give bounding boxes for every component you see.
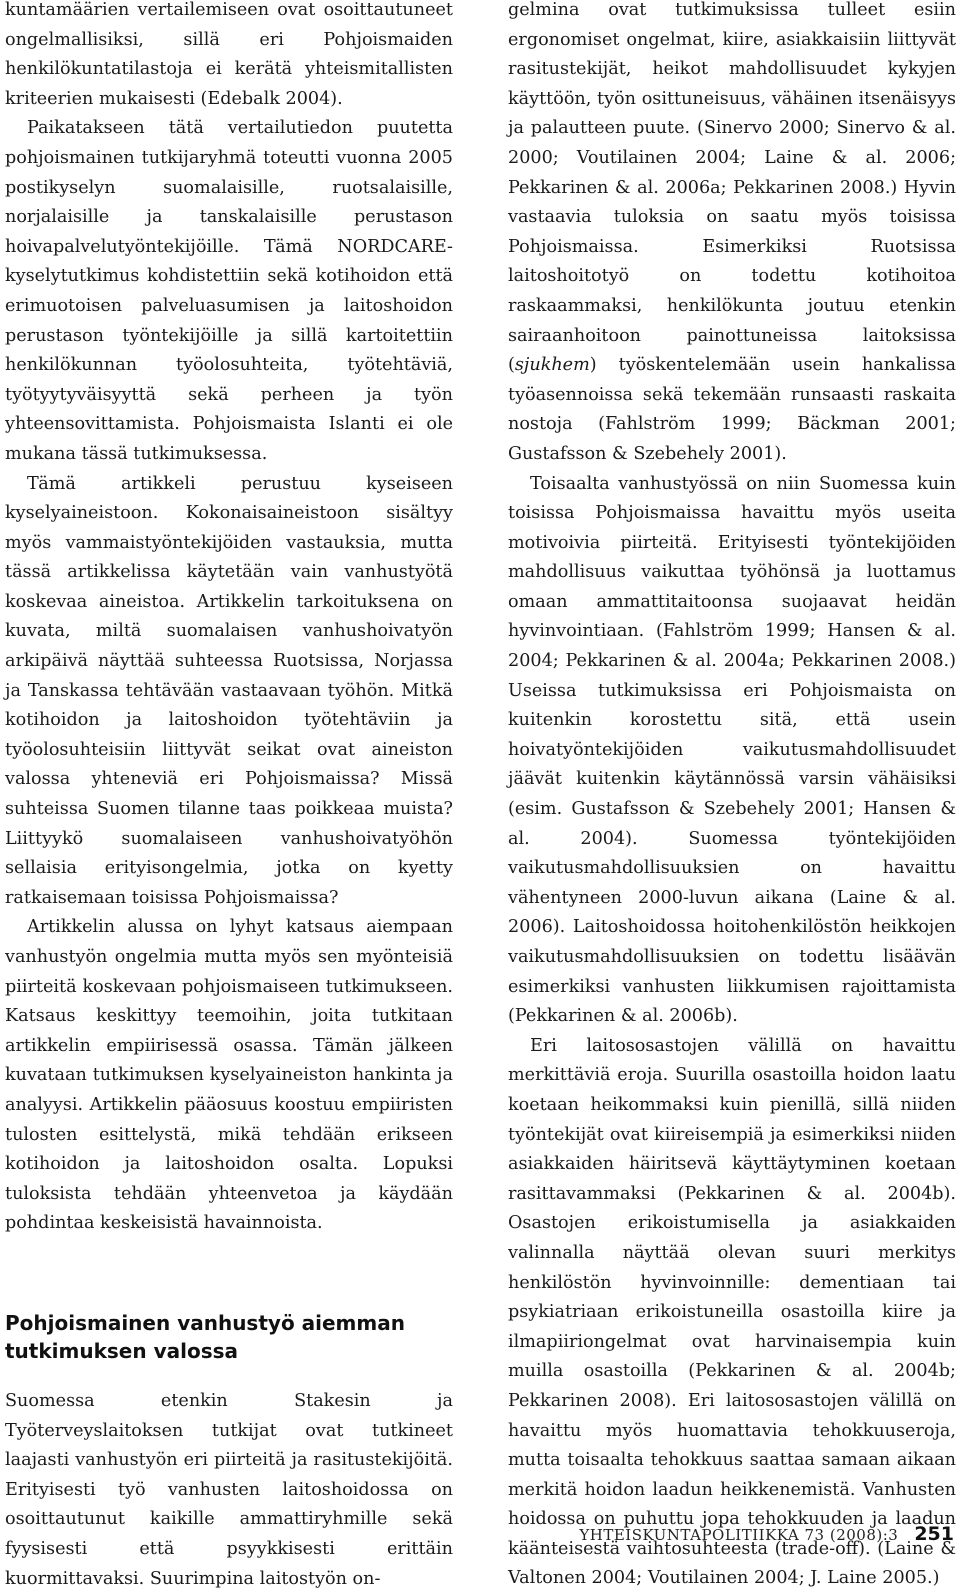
paragraph: kuntamäärien vertailemiseen ovat osoittautuneet ongelmallisiksi, sillä eri Pohjoismaiden henkilökuntatilastoja ei kerätä yhteismitallisten kriteerien mukaisesti (Edebalk 2004). (5, 0, 453, 109)
page-footer (579, 1523, 954, 1553)
page-number: 251 (914, 1523, 954, 1545)
left-column (5, 0, 453, 1594)
paragraph: Artikkelin alussa on lyhyt katsaus aiempaan vanhustyön ongelmia mutta myös sen myönteisiä piirteitä koskevaan pohjoismaiseen tutkimukseen. Katsaus keskittyy teemoihin, joita tutkitaan artikkelin empiirisessä osassa. Tämän jälkeen kuvataan tutkimuksen kyselyaineiston hankinta ja analyysi. Artikkelin pääosuus koostuu empiiristen tulosten esittelystä, mikä tehdään erikseen kotihoidon ja laitoshoidon osalta. Lopuksi tuloksista tehdään yhteenvetoa ja käydään pohdintaa keskeisistä havainnoista. (5, 917, 453, 1234)
journal-citation: YHTEISKUNTAPOLITIIKKA 73 (2008):3 (579, 1526, 899, 1544)
section-heading: Pohjoismainen vanhustyö aiemman tutkimuksen valossa (5, 1310, 405, 1363)
paragraph: Toisaalta vanhustyössä on niin Suomessa kuin toisissa Pohjoismaissa havaittu myös useita motivoivia piirteitä. Erityisesti työntekijöiden mahdollisuus vaikuttaa työhönsä ja luottamus omaan ammattitaitoonsa suojaavat heidän hyvinvointiaan. (Fahlström 1999; Hansen & al. 2004; Pekkarinen & al. 2004a; Pekkarinen 2008.) Useissa tutkimuksissa eri Pohjoismaista on kuitenkin korostettu sitä, että usein hoivatyöntekijöiden vaikutusmahdollisuudet jäävät kuitenkin käytännössä varsin vähäisiksi (esim. Gustafsson & Szebehely 2001; Hansen & al. 2004). Suomessa työntekijöiden vaikutusmahdollisuuksien on havaittu vähentyneen 2000-luvun aikana (Laine & al. 2006). Laitoshoidossa hoitohenkilöstön heikkojen vaikutusmahdollisuuksien on todettu lisäävän esimerkiksi vanhusten liikkumisen rajoittamista (Pekkarinen & al. 2006b). (508, 473, 956, 1027)
paragraph: Eri laitososastojen välillä on havaittu merkittäviä eroja. Suurilla osastoilla hoidon laatu koetaan heikommaksi kuin pienillä, sillä niiden työntekijät ovat kiireisempiä ja esimerkiksi niiden asiakkaiden häiritsevä käyttäytyminen koetaan rasittavammaksi (Pekkarinen & al. 2004b). Osastojen erikoistumisella ja asiakkaiden valinnalla näyttää olevan suuri merkitys henkilöstön hyvinvoinnille: dementiaan tai psykiatriaan erikoistuneilla osastoilla kiire ja ilmapiiriongelmat ovat harvinaisempia kuin muilla osastoilla (Pekkarinen & al. 2004b; Pekkarinen 2008). Eri laitososastojen välillä on havaittu myös huomattavia tehokkuuseroja, mutta toisaalta tehokkuus saattaa samaan aikaan merkitä hoidon laadun heikkenemistä. Vanhusten hoidossa on puhuttu jopa tehokkuuden ja laadun käänteisestä vaihtosuhteesta (trade-off). (Laine & Valtonen 2004; Voutilainen 2004; J. Laine 2005.) (508, 1035, 956, 1589)
paragraph: Paikatakseen tätä vertailutiedon puutetta pohjoismainen tutkijaryhmä toteutti vuonna 2005 postikyselyn suomalaisille, ruotsalaisille, norjalaisille ja tanskalaisille perustason hoivapalvelutyöntekijöille. Tämä NORDCARE-kyselytutkimus kohdistettiin sekä kotihoidon että erimuotoisen palveluasumisen ja laitoshoidon perustason työntekijöille ja sillä kartoitettiin henkilökunnan työolosuhteita, työtehtäviä, työtyytyväisyyttä sekä perheen ja työn yhteensovittamista. Pohjoismaista Islanti ei ole mukana tässä tutkimuksessa. (5, 118, 453, 464)
right-column (508, 0, 956, 1594)
paragraph: Suomessa etenkin Stakesin ja Työterveyslaitoksen tutkijat ovat tutkineet laajasti vanhustyön eri piirteitä ja rasitustekijöitä. Erityisesti työ vanhusten laitoshoidossa on osoittautunut kaikille ammattiryhmille sekä fyysisesti että psyykkisesti erittäin kuormittavaksi. Suurimpina laitostyön on- (5, 1390, 453, 1589)
paragraph-text: gelmina ovat tutkimuksissa tulleet esiin ergonomiset ongelmat, kiire, asiakkaisiin liittyvät rasitustekijät, heikot mahdollisuudet kykyjen käyttöön, työn osittuneisuus, vähäinen itsenäisyys ja palautteen puute. (Sinervo 2000; Sinervo & al. 2000; Voutilainen 2004; Laine & al. 2006; Pekkarinen & al. 2006a; Pekkarinen 2008.) Hyvin vastaavia tuloksia on saatu myös toisissa Pohjoismaissa. Esimerkiksi Ruotsissa laitoshoitotyö on todettu kotihoitoa raskaammaksi, henkilökunta joutuu etenkin sairaanhoitoon painottuneissa laitoksissa ( (508, 0, 956, 376)
paragraph (508, 0, 956, 470)
paragraph-text: ) työskentelemään usein hankalissa työasennoissa sekä tekemään runsaasti raskaita nostoja (Fahlström 1999; Bäckman 2001; Gustafsson & Szebehely 2001). (508, 355, 956, 464)
italic-term: sjukhem (514, 355, 590, 376)
paragraph: Tämä artikkeli perustuu kyseiseen kyselyaineistoon. Kokonaisaineistoon sisältyy myös vammaistyöntekijöiden vastauksia, mutta tässä artikkelissa käytetään vain vanhustyötä koskevaa aineistoa. Artikkelin tarkoituksena on kuvata, miltä suomalaisen vanhushoivatyön arkipäivä näyttää suhteessa Ruotsissa, Norjassa ja Tanskassa tehtävään vastaavaan työhön. Mitkä kotihoidon ja laitoshoidon työtehtäviin ja työolosuhteisiin liittyvät seikat ovat aineiston valossa yhteneviä eri Pohjoismaissa? Missä suhteissa Suomen tilanne taas poikkeaa muista? Liittyykö suomalaiseen vanhushoivatyöhön sellaisia erityisongelmia, jotka on kyetty ratkaisemaan toisissa Pohjoismaissa? (5, 473, 453, 908)
